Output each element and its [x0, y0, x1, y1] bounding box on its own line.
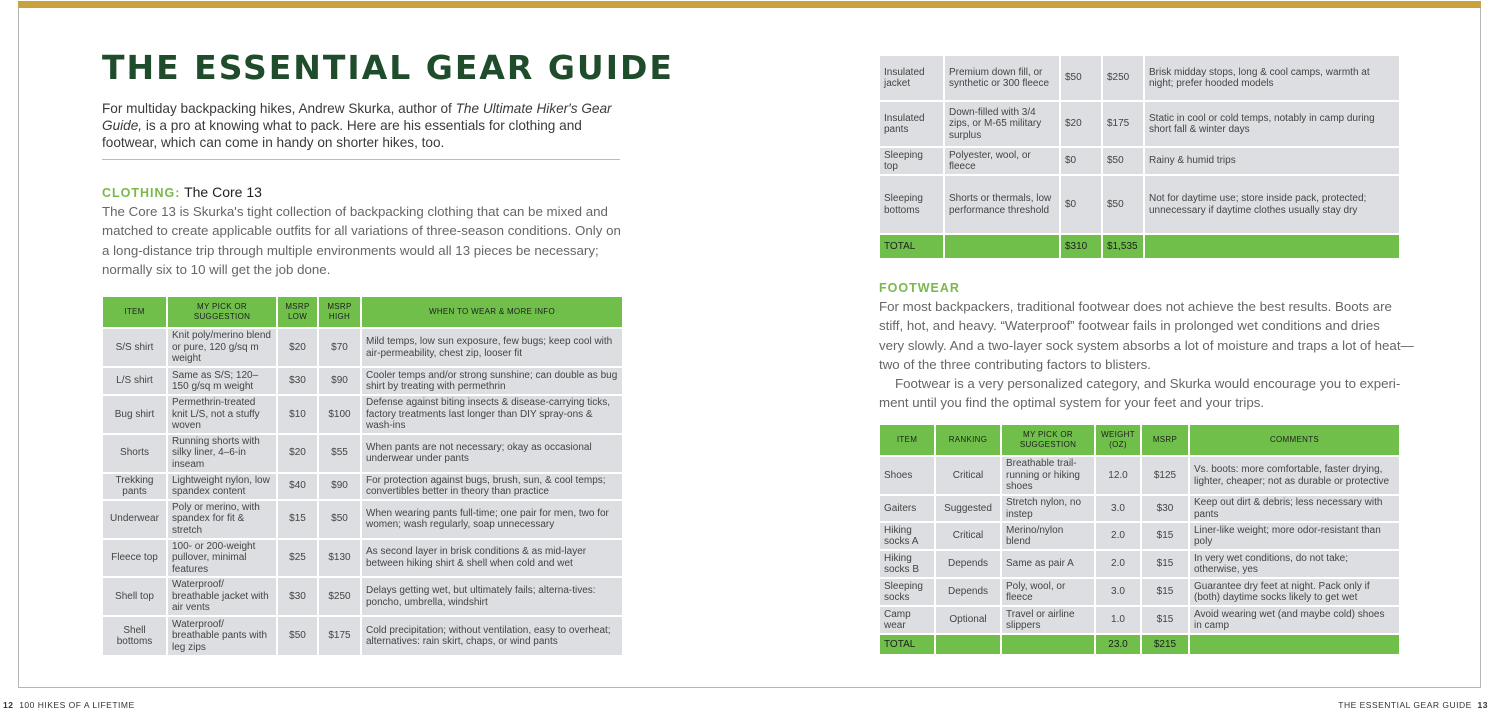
page-title: THE ESSENTIAL GEAR GUIDE	[102, 48, 674, 87]
table-row: Bug shirt Permethrin-treated knit L/S, not a stuffy woven $10 $100 Defense against biting insects & disease-carrying ticks, factory treatments last longer than DIY spray-ons & wash-ins	[102, 395, 623, 434]
table-row: Shell bottoms Waterproof/ breathable pants with leg zips $50 $175 Cold precipitation; without ventilation, easy to overheat; alternatives: rain skirt, chaps, or wind pants	[102, 616, 623, 656]
table-row: Hiking socks B Depends Same as pair A 2.0 $15 In very wet conditions, do not take; otherwise, yes	[879, 550, 1400, 578]
book-title: 100 HIKES OF A LIFETIME	[19, 700, 135, 710]
table-row: Sleeping bottoms Shorts or thermals, low performance threshold $0 $50 Not for daytime use; store inside pack, protected; unnecessary if daytime clothes usually stay dry	[879, 175, 1400, 234]
table-row: Shoes Critical Breathable trail-running or hiking shoes 12.0 $125 Vs. boots: more comfortable, faster drying, lighter, cheaper; not as durable or protective	[879, 456, 1400, 495]
table-row: Trekking pants Lightweight nylon, low spandex content $40 $90 For protection against bugs, brush, sun, & cool temps; convertibles better in theory than practice	[102, 473, 623, 500]
intro-divider	[102, 159, 620, 160]
footer-left	[3, 700, 135, 710]
footwear-paragraph: For most backpackers, traditional footwear does not achieve the best results. Boots are stiff, hot, and heavy. “Waterproof” footwear fails in prolonged wet conditions and dries very slowly. And a two-layer sock system absorbs a lot of moisture and traps a lot of heat— two of the three contributing factors to blisters. Footwear is a very personalized category, and Skurka would encourage you to experi- ment until you find the optimal system for your feet and your trips.	[879, 299, 1414, 411]
page-number-right: 13	[1477, 700, 1488, 710]
footwear-table-header: ITEM RANKING MY PICK OR SUGGESTION WEIGHT (OZ) MSRP COMMENTS	[879, 424, 1400, 456]
clothing-table-header: ITEM MY PICK OR SUGGESTION MSRP LOW MSRP HIGH WHEN TO WEAR & MORE INFO	[102, 296, 623, 328]
clothing-table	[101, 295, 624, 657]
clothing-heading: CLOTHING: The Core 13	[102, 184, 262, 200]
table-row: Camp wear Optional Travel or airline slippers 1.0 $15 Avoid wearing wet (and maybe cold) shoes in camp	[879, 606, 1400, 634]
table-row: Shorts Running shorts with silky liner, 4–6-in inseam $20 $55 When pants are not necessary; okay as occasional underwear under pants	[102, 434, 623, 473]
top-accent-bar	[18, 1, 1481, 8]
clothing-total-row: TOTAL $310 $1,535	[879, 234, 1400, 259]
table-row: Sleeping top Polyester, wool, or fleece $0 $50 Rainy & humid trips	[879, 147, 1400, 175]
table-row: Insulated jacket Premium down fill, or synthetic or 300 fleece $50 $250 Brisk midday stops, long & cool camps, warmth at night; prefer hooded models	[879, 55, 1400, 101]
table-row: Shell top Waterproof/ breathable jacket with air vents $30 $250 Delays getting wet, but ultimately fails; alterna-tives: poncho, umbrella, windshirt	[102, 577, 623, 616]
footwear-total-row: TOTAL 23.0 $215	[879, 634, 1400, 655]
table-row: L/S shirt Same as S/S; 120–150 g/sq m weight $30 $90 Cooler temps and/or strong sunshine; can double as bug shirt by treating with permethrin	[102, 367, 623, 395]
clothing-paragraph: The Core 13 is Skurka's tight collection of backpacking clothing that can be mixed and matched to create applicable outfits for all variations of three-season conditions. Only on a long-distance trip through multiple environments would all 13 pieces be necessary; normally six to 10 will get the job done.	[102, 204, 621, 277]
footer-right	[1338, 700, 1488, 710]
intro-paragraph: For multiday backpacking hikes, Andrew Skurka, author of The Ultimate Hiker's Gear Guide, is a pro at knowing what to pack. Here are his essentials for clothing and footwear, which can come in handy on shorter hikes, too.	[102, 101, 612, 150]
table-row: Underwear Poly or merino, with spandex for fit & stretch $15 $50 When wearing pants full-time; one pair for men, two for women; wash regularly, soap unnecessary	[102, 500, 623, 539]
footwear-table	[878, 423, 1401, 656]
table-row: Hiking socks A Critical Merino/nylon blend 2.0 $15 Liner-like weight; more odor-resistant than poly	[879, 522, 1400, 550]
clothing-table-continued	[878, 54, 1401, 260]
table-row: Insulated pants Down-filled with 3/4 zips, or M-65 military surplus $20 $175 Static in cool or cold temps, notably in camp during short fall & winter days	[879, 101, 1400, 147]
page-number-left: 12	[3, 700, 14, 710]
table-row: S/S shirt Knit poly/merino blend or pure, 120 g/sq m weight $20 $70 Mild temps, low sun exposure, few bugs; keep cool with air-permeability, chest zip, looser fit	[102, 328, 623, 367]
table-row: Fleece top 100- or 200-weight pullover, minimal features $25 $130 As second layer in brisk conditions & as mid-layer between hiking shirt & shell when cold and wet	[102, 539, 623, 578]
table-row: Gaiters Suggested Stretch nylon, no instep 3.0 $30 Keep out dirt & debris; less necessary with pants	[879, 495, 1400, 522]
chapter-title: THE ESSENTIAL GEAR GUIDE	[1338, 700, 1472, 710]
footwear-heading: FOOTWEAR	[879, 281, 960, 295]
table-row: Sleeping socks Depends Poly, wool, or fleece 3.0 $15 Guarantee dry feet at night. Pack only if (both) daytime socks likely to get wet	[879, 578, 1400, 606]
